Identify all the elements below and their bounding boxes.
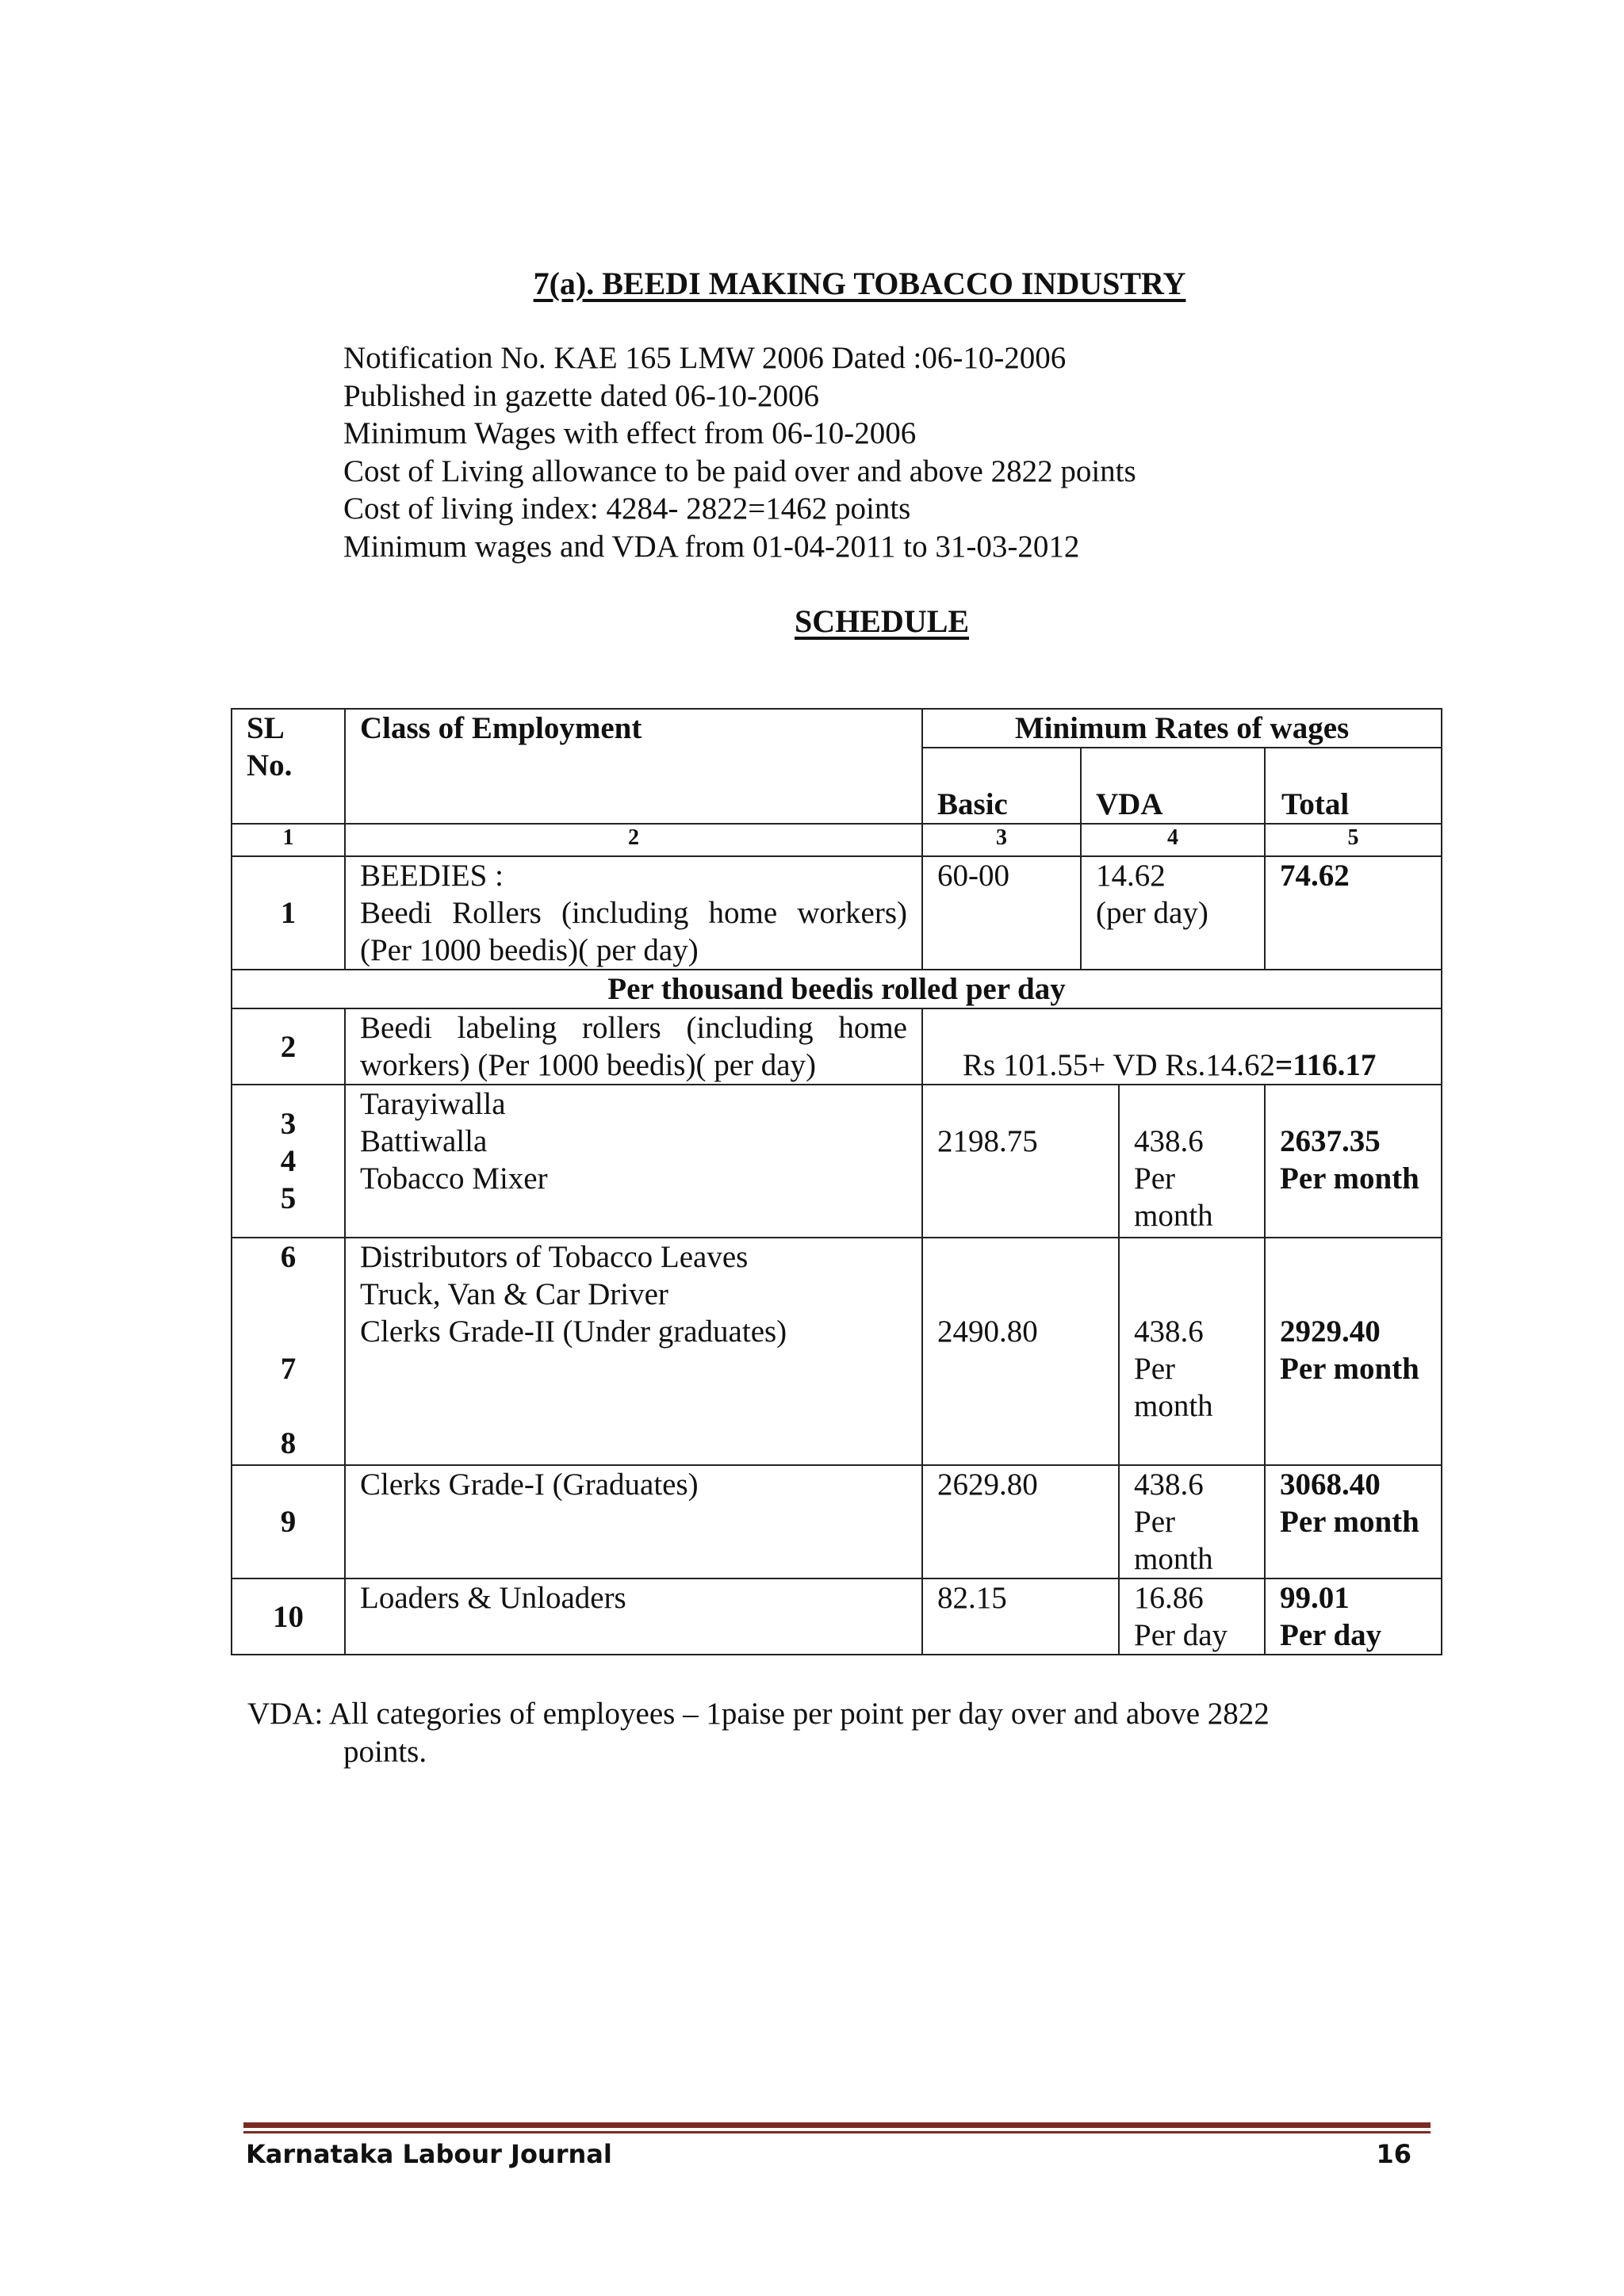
total-unit: Per day: [1280, 1618, 1382, 1652]
sl-number: 10: [232, 1578, 345, 1655]
class-line: Beedi Rollers (including home workers) (Per 1000 beedis)( per day): [360, 896, 907, 967]
vda-rate: [1119, 1085, 1265, 1238]
column-index: 3: [922, 824, 1081, 856]
vda-unit: Per: [1134, 1505, 1175, 1539]
total-value: 2637.35: [1280, 1124, 1381, 1158]
vda-unit: Per: [1134, 1161, 1175, 1196]
sl-number: 1: [232, 856, 345, 970]
basic-rate: [922, 1238, 1119, 1465]
table-header-row: [232, 709, 1442, 748]
class-line: Truck, Van & Car Driver: [360, 1277, 668, 1311]
sl-number: 9: [232, 1465, 345, 1578]
employment-class: Loaders & Unloaders: [345, 1578, 922, 1655]
basic-value: 2490.80: [937, 1314, 1038, 1349]
total-unit: Per month: [1280, 1505, 1419, 1539]
table-subheading-row: [232, 970, 1442, 1008]
header-vda: VDA: [1081, 748, 1265, 824]
employment-class: [345, 856, 922, 970]
info-line: Minimum Wages with effect from 06-10-2006: [343, 416, 917, 450]
combined-rate: [922, 1008, 1442, 1085]
basic-rate: 2629.80: [922, 1465, 1119, 1578]
vda-value: 438.6: [1134, 1124, 1204, 1158]
info-line: Minimum wages and VDA from 01-04-2011 to 31-03-2012: [343, 529, 1080, 564]
basic-value: 2198.75: [937, 1124, 1038, 1158]
total-rate: [1265, 1238, 1442, 1465]
vda-note: [247, 1695, 1270, 1771]
column-index: 5: [1265, 824, 1442, 856]
footer-rule: [243, 2122, 1431, 2128]
total-value: 99.01: [1280, 1581, 1350, 1615]
table-row: [232, 1238, 1442, 1465]
employment-class: [345, 1238, 922, 1465]
vda-unit: (per day): [1096, 896, 1208, 930]
header-sl-no: SL No.: [232, 709, 345, 824]
total-rate: 74.62: [1265, 856, 1442, 970]
rate-total: =116.17: [1275, 1048, 1377, 1082]
vda-rate: [1119, 1578, 1265, 1655]
total-unit: Per month: [1280, 1352, 1419, 1386]
total-value: 2929.40: [1280, 1314, 1381, 1349]
page-title: 7(a). BEEDI MAKING TOBACCO INDUSTRY: [533, 266, 1186, 301]
class-line: Tobacco Mixer: [360, 1161, 548, 1196]
info-line: Published in gazette dated 06-10-2006: [343, 378, 820, 413]
sl-line: 8: [280, 1426, 297, 1460]
info-line: Cost of living index: 4284- 2822=1462 points: [343, 492, 911, 526]
sl-number: 2: [232, 1008, 345, 1085]
vda-value: 14.62: [1096, 859, 1166, 893]
sl-number: [232, 1238, 345, 1465]
info-line: Notification No. KAE 165 LMW 2006 Dated :06-10-2006: [343, 341, 1067, 375]
basic-rate: 60-00: [922, 856, 1081, 970]
sl-number: [232, 1085, 345, 1238]
header-class-of-employment: Class of Employment: [345, 709, 922, 824]
class-line: Clerks Grade-II (Under graduates): [360, 1314, 787, 1349]
vda-rate: [1119, 1238, 1265, 1465]
sl-line: 6: [280, 1240, 297, 1274]
basic-rate: [922, 1085, 1119, 1238]
vda-unit: month: [1134, 1389, 1213, 1423]
total-rate: [1265, 1085, 1442, 1238]
total-unit: Per month: [1280, 1161, 1419, 1196]
column-index-row: [232, 824, 1442, 856]
vda-unit: Per day: [1134, 1618, 1228, 1652]
class-line: Distributors of Tobacco Leaves: [360, 1240, 749, 1274]
vda-note-line: points.: [343, 1735, 427, 1769]
journal-name: Karnataka Labour Journal: [246, 2139, 612, 2169]
vda-rate: [1119, 1465, 1265, 1578]
vda-value: 438.6: [1134, 1314, 1204, 1349]
total-value: 3068.40: [1280, 1468, 1381, 1502]
vda-unit: Per: [1134, 1352, 1175, 1386]
wage-schedule-table: [231, 708, 1442, 1655]
table-row: [232, 1578, 1442, 1655]
notification-info: [343, 339, 1136, 565]
basic-rate: 82.15: [922, 1578, 1119, 1655]
table-row: [232, 1465, 1442, 1578]
table-row: [232, 1008, 1442, 1085]
info-line: Cost of Living allowance to be paid over and above 2822 points: [343, 453, 1136, 488]
schedule-heading: SCHEDULE: [795, 603, 970, 639]
class-line: Tarayiwalla: [360, 1087, 506, 1121]
total-rate: [1265, 1578, 1442, 1655]
header-minimum-rates: Minimum Rates of wages: [922, 709, 1442, 748]
footer-rule: [243, 2131, 1431, 2133]
total-rate: [1265, 1465, 1442, 1578]
column-index: 4: [1081, 824, 1265, 856]
employment-class: Beedi labeling rollers (including home workers) (Per 1000 beedis)( per day): [345, 1008, 922, 1085]
employment-class: Clerks Grade-I (Graduates): [345, 1465, 922, 1578]
vda-value: 438.6: [1134, 1468, 1204, 1502]
employment-class: [345, 1085, 922, 1238]
vda-value: 16.86: [1134, 1581, 1204, 1615]
sl-line: 3: [280, 1107, 297, 1141]
class-line: Battiwalla: [360, 1124, 488, 1158]
class-line: BEEDIES :: [360, 859, 504, 893]
table-row: [232, 856, 1442, 970]
header-total: Total: [1265, 748, 1442, 824]
sl-line: 4: [280, 1144, 297, 1178]
vda-unit: month: [1134, 1542, 1213, 1576]
vda-rate: [1081, 856, 1265, 970]
sl-line: 5: [280, 1181, 297, 1215]
beedis-subheading: Per thousand beedis rolled per day: [232, 970, 1442, 1008]
column-index: 1: [232, 824, 345, 856]
vda-unit: month: [1134, 1199, 1213, 1233]
page-number: 16: [1376, 2139, 1411, 2169]
sl-line: 7: [280, 1352, 297, 1386]
rate-prefix: Rs 101.55+ VD Rs.14.62: [963, 1048, 1275, 1082]
header-basic: Basic: [922, 748, 1081, 824]
table-row: [232, 1085, 1442, 1238]
vda-note-line: VDA: All categories of employees – 1paise per point per day over and above 2822: [247, 1697, 1270, 1731]
column-index: 2: [345, 824, 922, 856]
